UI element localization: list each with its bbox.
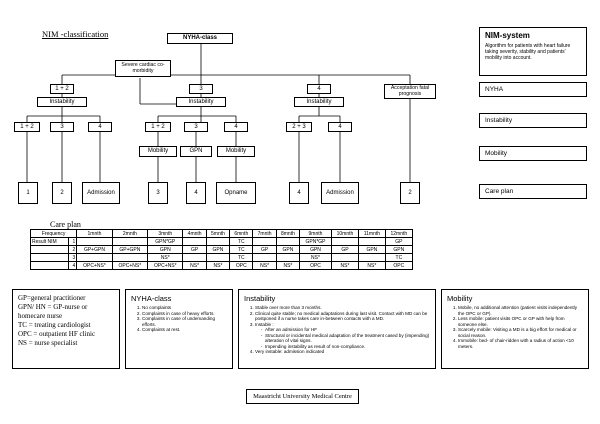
nyha-class-item: 1. No complaints	[142, 305, 227, 311]
care-plan-cell: GPN	[148, 246, 183, 254]
header-cell: 1mnth	[77, 230, 112, 238]
care-plan-cell: GP+GPN	[112, 246, 147, 254]
care-plan-cell: NS*	[300, 254, 332, 262]
header-cell: 5mnth	[206, 230, 229, 238]
care-plan-cell: GP	[183, 246, 206, 254]
care-plan-cell: GPN	[359, 246, 386, 254]
care-plan-cell: NS*	[148, 254, 183, 262]
care-plan-row	[31, 262, 413, 270]
acceptation-fatal-prognosis: Acceptation fatal prognosis	[384, 84, 436, 99]
care-plan-cell: TC	[385, 254, 412, 262]
abbreviation: GP=general practitioner	[18, 294, 86, 302]
care-plan-cell: OPC+NS*	[77, 262, 112, 270]
care-plan-cell: OPC	[230, 262, 253, 270]
care-plan-row-label: Result NIM	[31, 238, 69, 246]
care-plan-cell: TC	[230, 254, 253, 262]
care-plan-cell	[331, 238, 358, 246]
nyha-class-legend	[125, 289, 233, 369]
outcome-box: Admission	[82, 182, 120, 204]
care-plan-row	[31, 246, 413, 254]
gpn-box: GPN	[180, 146, 212, 157]
care-plan-cell: OPC	[385, 262, 412, 270]
care-plan-cell: OPC+NS*	[112, 262, 147, 270]
mobility-legend	[441, 289, 589, 369]
care-plan-cell	[183, 254, 206, 262]
care-plan-header-row	[31, 230, 413, 238]
nyha-level-1-2: 1 + 2	[50, 84, 74, 94]
header-cell: 6mnth	[230, 230, 253, 238]
care-plan-cell	[253, 254, 276, 262]
care-plan-cell: GPN*GP	[300, 238, 332, 246]
nyha-class-item: 2. Complaints in case of heavy efforts.	[142, 311, 227, 317]
instability-legend-title: Instability	[244, 294, 276, 303]
header-cell: 12mnth	[385, 230, 412, 238]
outcome-box: Opname	[216, 182, 256, 204]
care-plan-cell: OPC+NS*	[148, 262, 183, 270]
instability-item-text: Instable :	[255, 321, 274, 327]
side-label-care-plan: Care plan	[479, 184, 587, 199]
instability-item: 1. Stable over more than 3 months.	[255, 305, 430, 311]
care-plan-cell	[253, 238, 276, 246]
side-label-mobility: Mobility	[479, 146, 587, 161]
care-plan-cell	[276, 254, 299, 262]
care-plan-cell: NS*	[359, 262, 386, 270]
care-plan-cell	[276, 238, 299, 246]
care-plan-cell: GPN	[385, 246, 412, 254]
care-plan-cell: TC	[230, 238, 253, 246]
abbreviations-box	[12, 289, 120, 369]
severe-comorbidity-box: Severe cardiac co-morbidity	[115, 60, 171, 77]
outcome-box: 4	[186, 182, 206, 204]
care-plan-row-nim: 2	[69, 246, 77, 254]
care-plan-row-nim: 4	[69, 262, 77, 270]
instability-sub-item: - After an admission for HF	[265, 327, 430, 333]
abbreviation: OPC = outpatient HF clinic	[18, 330, 96, 339]
outcome-box: 4	[289, 182, 309, 204]
instability-level: 2 + 3	[286, 122, 312, 132]
header-cell: 11mnth	[359, 230, 386, 238]
care-plan-cell	[359, 238, 386, 246]
nim-system-title: NIM-system	[485, 31, 530, 40]
instability-item	[255, 322, 430, 350]
care-plan-cell: GPN	[276, 246, 299, 254]
nyha-level-3: 3	[189, 84, 213, 94]
header-cell: 8mnth	[276, 230, 299, 238]
care-plan-cell: GP	[331, 246, 358, 254]
outcome-box: Admission	[321, 182, 359, 204]
care-plan-cell: NS*	[206, 262, 229, 270]
care-plan-cell: GPN	[206, 246, 229, 254]
care-plan-cell	[206, 254, 229, 262]
care-plan-cell: GP	[385, 238, 412, 246]
care-plan-row-label	[31, 254, 69, 262]
instability-level: 3	[184, 122, 208, 132]
abbreviation: NS = nurse specialist	[18, 339, 78, 348]
footer-institution: Maastricht University Medical Centre	[246, 389, 359, 404]
care-plan-cell: OPC	[300, 262, 332, 270]
care-plan-cell: TC	[230, 246, 253, 254]
side-label-instability: Instability	[479, 113, 587, 128]
instability-box: Instability	[37, 97, 87, 107]
outcome-box: 2	[52, 182, 72, 204]
header-cell: 10mnth	[331, 230, 358, 238]
care-plan-cell: NS*	[183, 262, 206, 270]
nyha-level-4: 4	[307, 84, 331, 94]
care-plan-cell	[112, 254, 147, 262]
instability-level: 1 + 2	[14, 122, 40, 132]
care-plan-row-label	[31, 262, 69, 270]
mobility-item: 2. Less mobile: patient visits OPC or GP with help from someone else.	[458, 316, 583, 327]
mobility-box: Mobility	[139, 146, 177, 157]
care-plan-cell: GPN	[300, 246, 332, 254]
care-plan-cell	[112, 238, 147, 246]
instability-box: Instability	[294, 97, 344, 107]
header-cell: 7mnth	[253, 230, 276, 238]
instability-level: 3	[50, 122, 74, 132]
care-plan-cell	[206, 238, 229, 246]
care-plan-row-nim: 1	[69, 238, 77, 246]
instability-sub-item: - Structural or incidental medical adaptation of the treatment cased by (impending) alteration of vital signs.	[265, 333, 430, 344]
header-cell: Frequency	[31, 230, 77, 238]
header-cell: 2mnth	[112, 230, 147, 238]
care-plan-cell: NS*	[276, 262, 299, 270]
care-plan-cell	[77, 254, 112, 262]
care-plan-row	[31, 254, 413, 262]
care-plan-cell	[359, 254, 386, 262]
care-plan-cell	[331, 254, 358, 262]
care-plan-cell	[77, 238, 112, 246]
nim-system-box	[479, 27, 587, 76]
care-plan-cell: NS*	[331, 262, 358, 270]
care-plan-cell	[183, 238, 206, 246]
mobility-box: Mobility	[217, 146, 255, 157]
instability-level: 1 + 2	[145, 122, 171, 132]
nim-system-description: Algorithm for patients with heart failure taking severity, stability and patients' mobility into account.	[485, 43, 571, 61]
care-plan-row-nim: 3	[69, 254, 77, 262]
care-plan-cell: NS*	[253, 262, 276, 270]
care-plan-table	[30, 229, 413, 270]
care-plan-row	[31, 238, 413, 246]
abbreviation: TC = treating cardiologist	[18, 321, 91, 330]
nyha-class-legend-title: NYHA-class	[131, 294, 172, 303]
mobility-item: 1. Mobile, no additional attention (patient visits independently the OPC or GP).	[458, 305, 583, 316]
instability-legend	[238, 289, 436, 369]
header-cell: 3mnth	[148, 230, 183, 238]
header-cell: 9mnth	[300, 230, 332, 238]
side-label-nyha: NYHA	[479, 82, 587, 97]
care-plan-cell: GPN*GP	[148, 238, 183, 246]
outcome-box: 2	[400, 182, 420, 204]
instability-item: 4. Very instable: admission indicated	[255, 349, 430, 355]
nyha-class-item: 3. Complaints in case of undemanding efforts.	[142, 316, 227, 327]
care-plan-row-label	[31, 246, 69, 254]
mobility-item: 4. Immobile: bed- of chair-ridden with a radius of action <10 meters.	[458, 338, 583, 349]
nim-classification-heading: NIM -classification	[42, 29, 109, 39]
instability-level: 4	[224, 122, 248, 132]
care-plan-title: Care plan	[50, 220, 81, 229]
outcome-box: 1	[18, 182, 38, 204]
care-plan-cell: GP+GPN	[77, 246, 112, 254]
instability-level: 4	[88, 122, 112, 132]
instability-level: 4	[328, 122, 352, 132]
instability-item: 2. Clinical quite stable; no medical adaptations during last visit. Contact with MD can be postponed if a nurse takes care in-between contacts with a MD.	[255, 311, 430, 322]
care-plan-cell: GP	[253, 246, 276, 254]
mobility-item: 3. Scarcely mobile: Visiting a MD is a big effort for medical or social reason.	[458, 327, 583, 338]
instability-box: Instability	[176, 97, 226, 107]
abbreviation: GPN/ HN = GP-nurse or homecare nurse	[18, 303, 88, 321]
header-cell: 4mnth	[183, 230, 206, 238]
nyha-class-root: NYHA-class	[167, 33, 233, 44]
nyha-class-item: 4. Complaints at rest.	[142, 327, 227, 333]
mobility-legend-title: Mobility	[447, 294, 473, 303]
instability-sub-item: - Impending instability as result of non-compliance.	[265, 344, 430, 350]
outcome-box: 3	[148, 182, 168, 204]
